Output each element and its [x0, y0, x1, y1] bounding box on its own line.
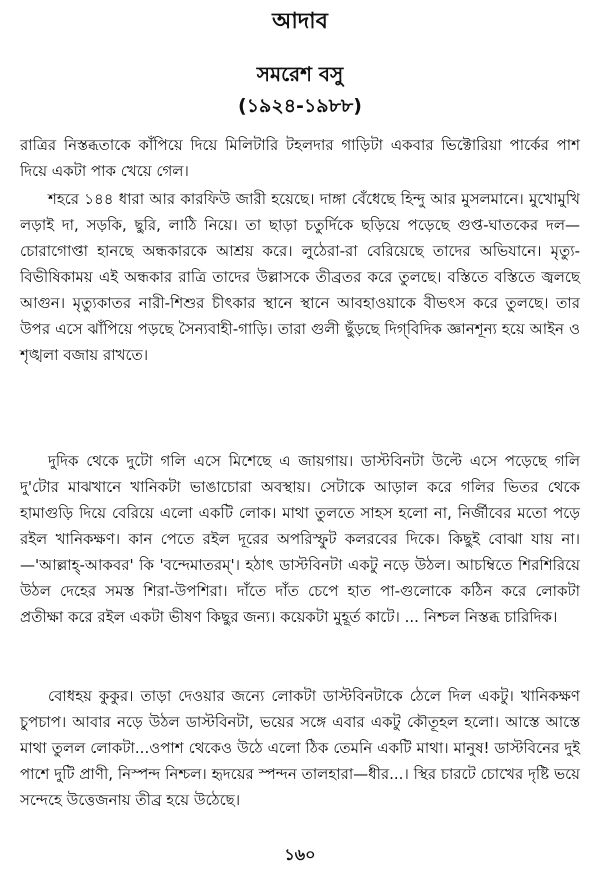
paragraph-2: শহরে ১৪৪ ধারা আর কারফিউ জারী হয়েছে। দাঙ্গা বেঁধেছে হিন্দু আর মুসলমানে। মুখোমুখি লড়াই দা, সড়কি, ছুরি, লাঠি নিয়ে। তা ছাড়া চতুর্দিকে ছড়িয়ে পড়েছে গুপ্ত-ঘাতকের দল—চোরাগোপ্তা হানছে অন্ধকারকে আশ্রয় করে। লুঠেরা-রা বেরিয়েছে তাদের অভিযানে। মৃত্যু-বিভীষিকাময় এই অন্ধকার রাত্রি তাদের উল্লাসকে তীব্রতর করে তুলছে। বস্তিতে বস্তিতে জ্বলছে আগুন। মৃত্যুকাতর নারী-শিশুর চীৎকার স্থানে স্থানে আবহাওয়াকে বীভৎস করে তুলছে। তার উপর এসে ঝাঁপিয়ে পড়ছে সৈন্যবাহী-গাড়ি। তারা গুলী ছুঁড়ছে দিগ্‌বিদিক জ্ঞানশূন্য হয়ে আইন ও শৃঙ্খলা বজায় রাখতে।	[20, 190, 580, 364]
paragraph-3: দুদিক থেকে দুটো গলি এসে মিশেছে এ জায়গায়। ডাস্টবিনটা উল্টে এসে পড়েছে গলি দু'টোর মাঝখানে খানিকটা ভাঙাচোরা অবস্থায়। সেটাকে আড়াল করে গলির ভিতর থেকে হামাগুড়ি দিয়ে বেরিয়ে এলো একটি লোক। মাথা তুলতে সাহস হলো না, নির্জীবের মতো পড়ে রইল খানিকক্ষণ। কান পেতে রইল দূরের অপরিস্ফুট কলরবের দিকে। কিছুই বোঝা যায় না। —'আল্লাহ্‌-আকবর' কি 'বন্দেমাতরম্'। হঠাৎ ডাস্টবিনটা একটু নড়ে উঠল। আচম্বিতে শিরশিরিয়ে উঠল দেহের সমস্ত শিরা-উপশিরা। দাঁতে দাঁত চেপে হাত পা-গুলোকে কঠিন করে লোকটা প্রতীক্ষা করে রইল একটা ভীষণ কিছুর জন্য। কয়েকটা মুহূর্ত কাটে। ... নিশ্চল নিস্তব্ধ চারিদিক।	[20, 452, 580, 626]
paragraph-1: রাত্রির নিস্তব্ধতাকে কাঁপিয়ে দিয়ে মিলিটারি টহলদার গাড়িটা একবার ভিক্টোরিয়া পার্কের পাশ দিয়ে একটা পাক খেয়ে গেল।	[20, 136, 580, 180]
author-years: (১৯২৪-১৯৮৮)	[238, 95, 362, 117]
paragraph-4: বোধহয় কুকুর। তাড়া দেওয়ার জন্যে লোকটা ডাস্টবিনটাকে ঠেলে দিল একটু। খানিকক্ষণ চুপচাপ। আবার নড়ে উঠল ডাস্টবিনটা, ভয়ের সঙ্গে এবার একটু কৌতূহল হলো। আস্তে আস্তে মাথা তুলল লোকটা...ওপাশ থেকেও উঠে এলো ঠিক তেমনি একটি মাথা। মানুষ! ডাস্টবিনের দুই পাশে দুটি প্রাণী, নিস্পন্দ নিশ্চল। হৃদয়ের স্পন্দন তালহারা—ধীর...। স্থির চারটে চোখের দৃষ্টি ভয়ে সন্দেহে উত্তেজনায় তীব্র হয়ে উঠেছে।	[20, 687, 580, 809]
story-title: আদাব	[272, 9, 328, 34]
author-name: সমরেশ বসু	[256, 62, 344, 86]
page-number: ১৬০	[284, 845, 316, 864]
